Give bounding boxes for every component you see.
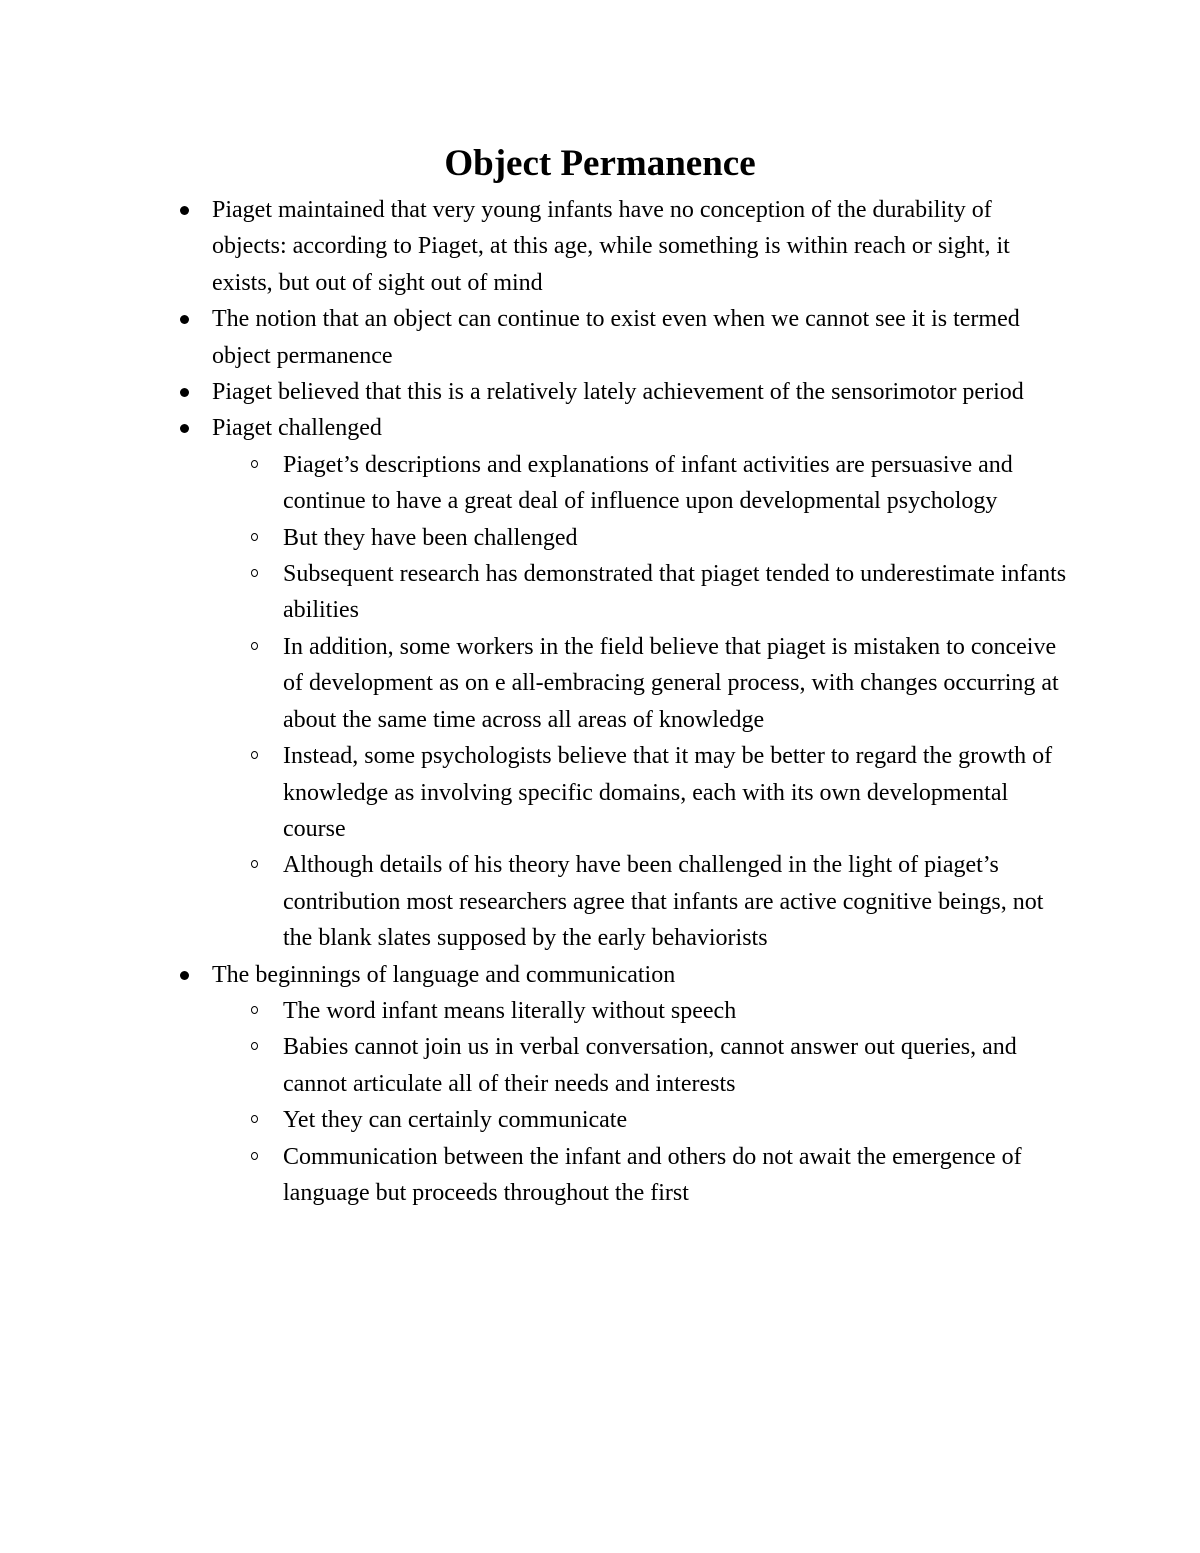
list-item [212,301,1072,374]
sub-list-item-text: Yet they can certainly communicate [283,1107,628,1134]
list-item-text: The notion that an object can continue to exist even when we cannot see it is termed object permanence [212,306,1020,369]
hollow-bullet-icon [251,1115,258,1123]
sub-list-item [283,1139,1072,1212]
hollow-bullet-icon [251,1152,258,1160]
sub-list-item [283,447,1072,520]
hollow-bullet-icon [251,1006,258,1014]
sub-list-item-text: Babies cannot join us in verbal conversation, cannot answer out queries, and cannot articulate all of their needs and interests [283,1034,1017,1097]
hollow-bullet-icon [251,642,258,650]
sub-list-item-text: Although details of his theory have been challenged in the light of piaget’s contribution most researchers agree that infants are active cognitive beings, not the blank slates supposed by the early behaviorists [283,852,1044,952]
list-item [212,374,1072,410]
sub-list-item-text: In addition, some workers in the field believe that piaget is mistaken to conceive of development as on e all-embracing general process, with changes occurring at about the same time across all areas of knowledge [283,633,1059,733]
sub-list-item [283,1102,1072,1138]
sub-list-item-text: The word infant means literally without speech [283,997,737,1024]
sub-list-item-text: Instead, some psychologists believe that it may be better to regard the growth of knowledge as involving specific domains, each with its own developmental course [283,743,1053,842]
sub-bullet-list [212,993,1072,1211]
bullet-icon [180,315,189,324]
bullet-icon [180,424,189,433]
sub-list-item [283,1029,1072,1102]
list-item [212,192,1072,301]
hollow-bullet-icon [251,569,258,577]
sub-list-item-text: But they have been challenged [283,524,578,551]
list-item [212,410,1072,956]
sub-list-item [283,993,1072,1029]
list-item-text: Piaget challenged [212,415,382,442]
hollow-bullet-icon [251,860,258,868]
bullet-icon [180,971,189,980]
bullet-icon [180,206,189,215]
sub-list-item [283,556,1072,629]
sub-list-item [283,629,1072,738]
bullet-list [0,192,1072,1211]
list-item-text: Piaget maintained that very young infants have no conception of the durability of objects: according to Piaget, at this age, while something is within reach or sight, it exists, but out of sight out of mind [212,197,1010,296]
hollow-bullet-icon [251,533,258,541]
hollow-bullet-icon [251,460,258,468]
hollow-bullet-icon [251,1042,258,1050]
bullet-icon [180,388,189,397]
sub-list-item-text: Communication between the infant and others do not await the emergence of language but proceeds throughout the first [283,1143,1022,1206]
sub-list-item [283,738,1072,847]
list-item [212,957,1072,1212]
list-item-text: Piaget believed that this is a relatively lately achievement of the sensorimotor period [212,379,1024,406]
sub-list-item-text: Subsequent research has demonstrated that piaget tended to underestimate infants abilities [283,561,1067,624]
sub-list-item-text: Piaget’s descriptions and explanations of infant activities are persuasive and continue to have a great deal of influence upon developmental psychology [283,451,1013,515]
sub-list-item [283,520,1072,556]
list-item-text: The beginnings of language and communication [212,961,676,988]
sub-bullet-list [212,447,1072,957]
notes-body [0,192,1200,1211]
sub-list-item [283,847,1072,956]
page-title: Object Permanence [444,143,756,184]
hollow-bullet-icon [251,751,258,759]
